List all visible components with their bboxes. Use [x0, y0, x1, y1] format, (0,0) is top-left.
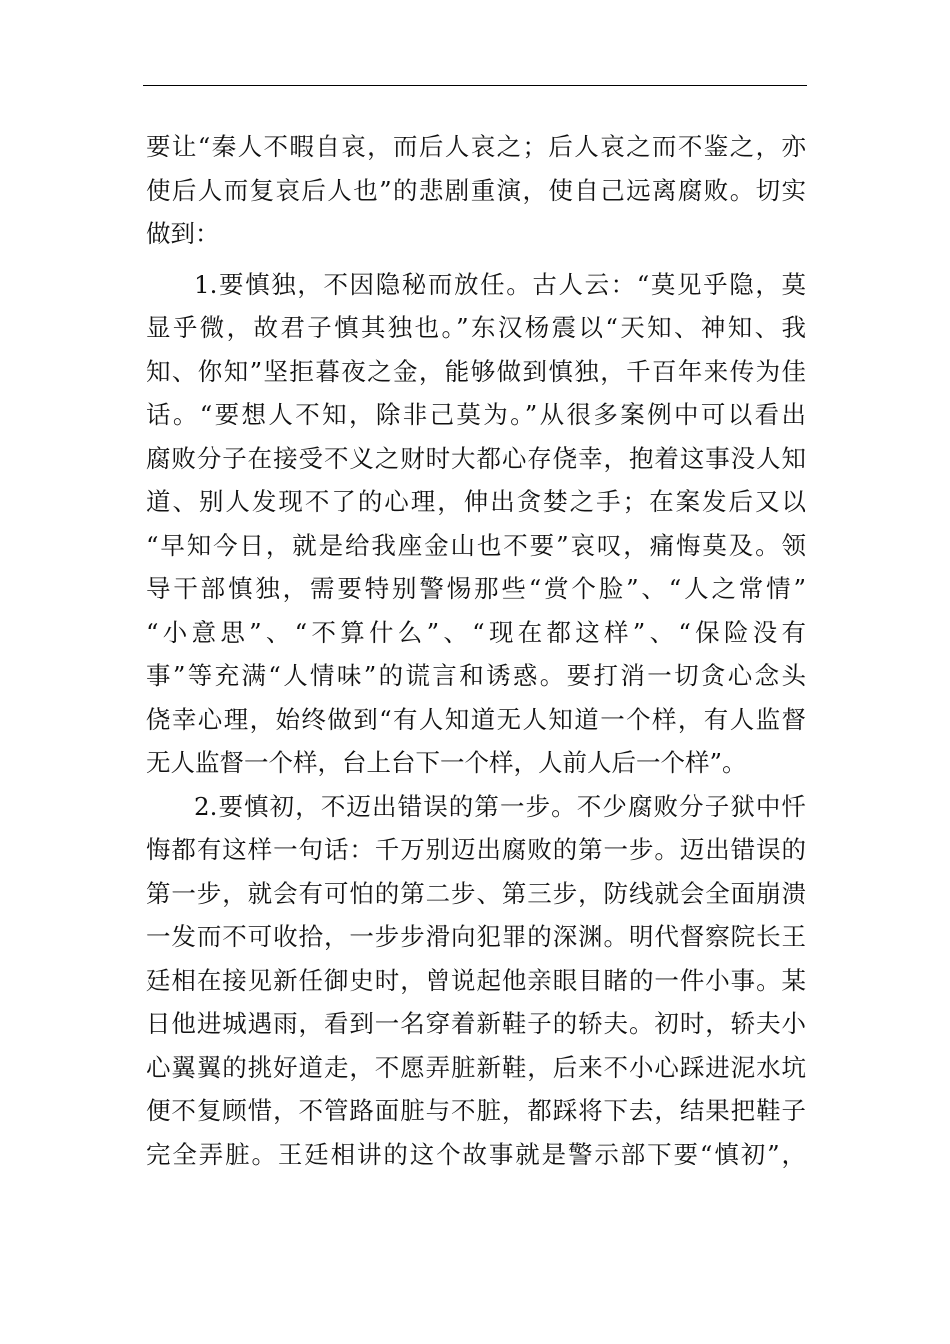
text-line: 心翼翼的挑好道走，不愿弄脏新鞋，后来不小心踩进泥水坑: [146, 1052, 806, 1082]
text-line: 做到：: [146, 219, 220, 248]
text-line: 侥幸心理，始终做到“有人知道无人知道一个样，有人监督: [146, 704, 806, 734]
text-line: 悔都有这样一句话：千万别迈出腐败的第一步。迈出错误的: [146, 835, 806, 864]
section-heading-line: 1.要慎独，不因隐秘而放任。古人云：“莫见乎隐，莫: [194, 269, 806, 299]
document-body: [146, 125, 806, 1176]
text-line: 一发而不可收拾，一步步滑向犯罪的深渊。明代督察院长王: [146, 922, 806, 951]
text-line: 事”等充满“人情味”的谎言和诱惑。要打消一切贪心念头: [146, 661, 806, 690]
text-line: 日他进城遇雨，看到一名穿着新鞋子的轿夫。初时，轿夫小: [146, 1009, 806, 1038]
text-line: 要让“秦人不暇自哀，而后人哀之；后人哀之而不鉴之，亦: [146, 132, 806, 161]
text-line: 导干部慎独，需要特别警惕那些“赏个脸”、“人之常情”: [146, 574, 806, 603]
text-line: 显乎微，故君子慎其独也。”东汉杨震以“天知、神知、我: [146, 313, 806, 342]
text-line: 第一步，就会有可怕的第二步、第三步，防线就会全面崩溃: [146, 878, 806, 908]
text-line: 道、别人发现不了的心理，伸出贪婪之手；在案发后又以: [146, 487, 806, 516]
text-line: 使后人而复哀后人也”的悲剧重演，使自己远离腐败。切实: [146, 175, 806, 205]
text-line: 腐败分子在接受不义之财时大都心存侥幸，抱着这事没人知: [146, 443, 806, 473]
text-line: 知、你知”坚拒暮夜之金，能够做到慎独，千百年来传为佳: [146, 356, 806, 386]
text-line: 无人监督一个样，台上台下一个样，人前人后一个样”。: [146, 748, 747, 777]
text-line: 廷相在接见新任御史时，曾说起他亲眼目睹的一件小事。某: [146, 965, 806, 995]
text-line: 便不复顾惜，不管路面脏与不脏，都踩将下去，结果把鞋子: [146, 1096, 806, 1125]
text-line: 完全弄脏。王廷相讲的这个故事就是警示部下要“慎初”，: [146, 1139, 806, 1169]
text-line: 话。“要想人不知，除非己莫为。”从很多案例中可以看出: [146, 400, 806, 429]
header-rule: [143, 85, 807, 86]
text-line: “早知今日，就是给我座金山也不要”哀叹，痛悔莫及。领: [146, 530, 806, 560]
section-heading-line: 2.要慎初，不迈出错误的第一步。不少腐败分子狱中忏: [194, 791, 806, 821]
text-line: “小意思”、“不算什么”、“现在都这样”、“保险没有: [146, 617, 806, 647]
